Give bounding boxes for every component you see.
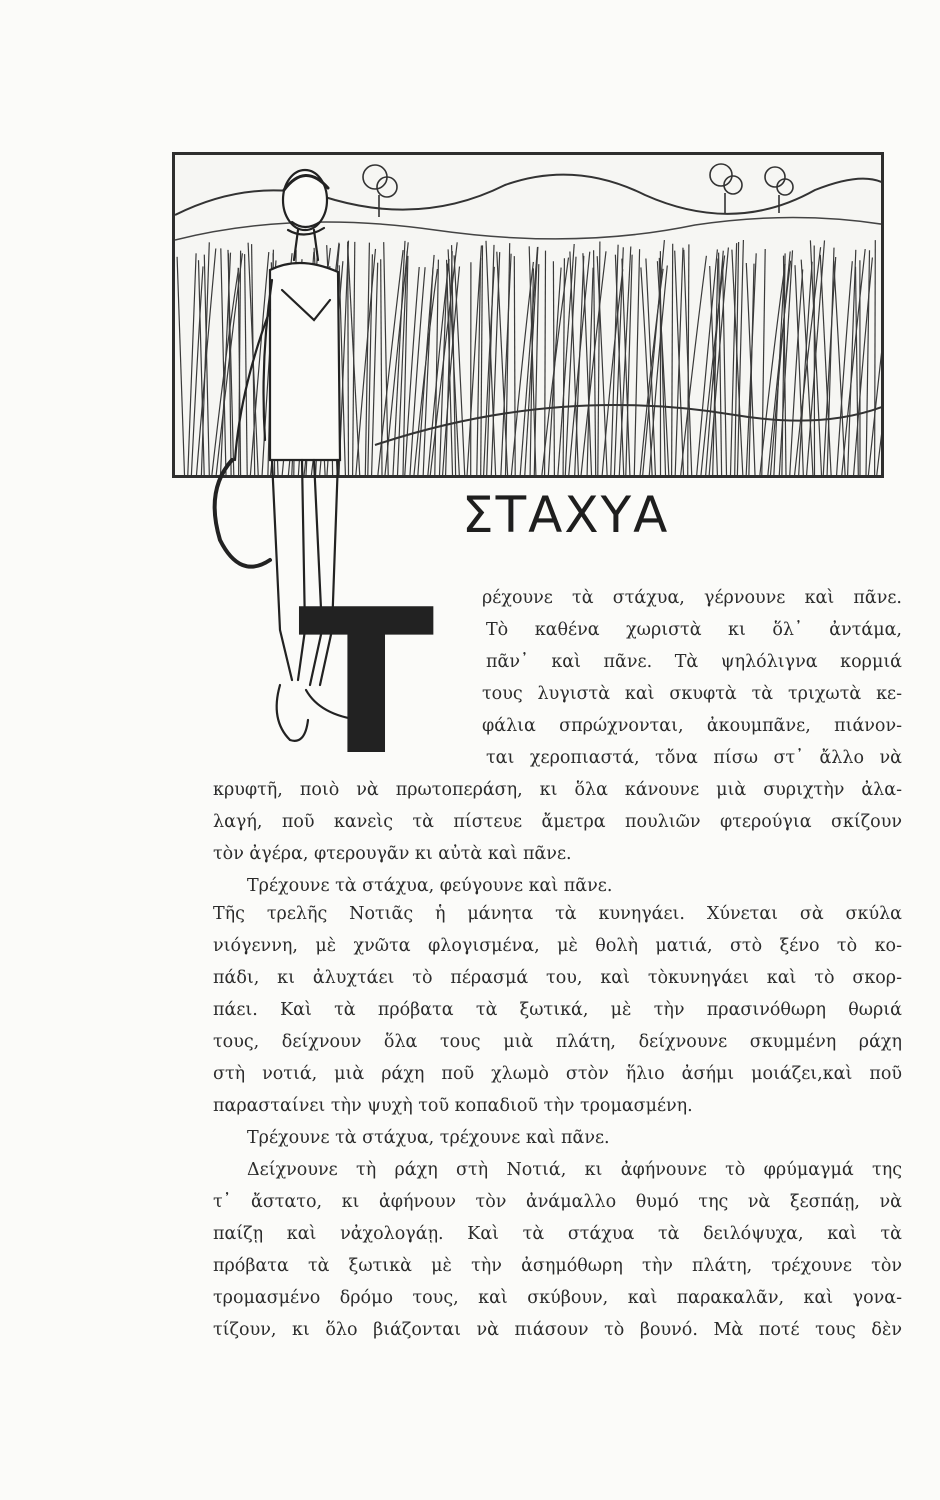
text-line: φάλια σπρώχνονται, ἀκουμπᾶνε, πιάνον- xyxy=(482,716,902,736)
wheat-stalk xyxy=(481,245,483,475)
text-line: Τρέχουνε τὰ στάχυα, φεύγουνε καὶ πᾶνε. xyxy=(247,876,613,896)
text-line: πρόβατα τὰ ξωτικὰ μὲ τὴν ἀσημόθωρη τὴν πλάτη, τρέχουνε τὸν xyxy=(213,1256,902,1276)
wheat-stalk xyxy=(771,252,791,476)
text-line: Τῆς τρελῆς Νοτιᾶς ἡ μάνητα τὰ κυνηγάει. Χύνεται σὰ σκύλα xyxy=(213,904,902,924)
text-line: τους, δείχνουν ὅλα τους μιὰ πλάτη, δείχνουνε σκυμμένη ράχη xyxy=(213,1032,902,1052)
text-line: τ᾽ ἄστατο, κι ἀφήνουν τὸν ἀνάμαλλο θυμό της νὰ ξεσπάῃ, νὰ xyxy=(213,1192,902,1212)
wheat-stalk xyxy=(454,255,465,475)
drop-cap: Τ xyxy=(298,567,435,800)
text-line: κρυφτῆ, ποιὸ νὰ πρωτοπεράση, κι ὅλα κάνουνε μιὰ συριχτὴν ἀλα- xyxy=(213,780,902,800)
text-line: τους λυγιστὰ καὶ σκυφτὰ τὰ τριχωτὰ κε- xyxy=(482,684,902,704)
text-line: τρομασμένο δρόμο τους, καὶ σκύβουν, καὶ παρακαλᾶν, καὶ γονα- xyxy=(213,1288,902,1308)
text-line: τὸν ἀγέρα, φτερουγᾶν κι αὐτὰ καὶ πᾶνε. xyxy=(213,844,572,864)
wheat-stalk xyxy=(672,244,673,475)
wheat-stalk xyxy=(848,250,856,475)
article-title: ΣΤΑΧΥΑ xyxy=(462,486,670,544)
text-line: πᾶν᾽ καὶ πᾶνε. Τὰ ψηλόλιγνα κορμιά xyxy=(486,652,902,672)
text-line: παρασταίνει τὴν ψυχὴ τοῦ κοπαδιοῦ τὴν τρομασμένη. xyxy=(213,1096,693,1116)
wheat-stalk xyxy=(634,249,639,475)
wheat-stalk xyxy=(842,249,865,475)
text-line: πάδι, κι ἀλυχτάει τὸ πέρασμά του, καὶ τὸκυνηγάει καὶ τὸ σκορ- xyxy=(213,968,902,988)
text-line: τίζουν, κι ὅλο βιάζονται νὰ πιάσουν τὸ βουνό. Μὰ ποτέ τους δὲν xyxy=(213,1320,902,1340)
wheat-stalk xyxy=(681,256,707,475)
wheat-stalk xyxy=(827,248,834,475)
text-line: Δείχνουνε τὴ ράχη στὴ Νοτιά, κι ἀφήνουνε τὸ φρύμαγμά της xyxy=(247,1160,902,1180)
text-line: στὴ νοτιά, μιὰ ράχη ποῦ χλωμὸ στὸν ἥλιο ἀσήμι μοιάζει,καὶ ποῦ xyxy=(213,1064,902,1084)
wheat-stalk xyxy=(875,240,876,475)
text-line: Τρέχουνε τὰ στάχυα, τρέχουνε καὶ πᾶνε. xyxy=(247,1128,610,1148)
wheat-stalk xyxy=(834,261,845,475)
wheat-stalk xyxy=(877,265,884,475)
wheat-stalk xyxy=(188,253,196,475)
wheat-stalk xyxy=(611,245,618,475)
wheat-stalk xyxy=(553,261,554,475)
wheat-stalk xyxy=(657,261,668,475)
text-line: λαγή, ποῦ κανεὶς τὰ πίστευε ἄμετρα πουλιῶν φτερούγια σκίζουν xyxy=(213,812,902,832)
text-line: ρέχουνε τὰ στάχυα, γέρνουνε καὶ πᾶνε. xyxy=(482,588,902,608)
text-line: παίζῃ καὶ νἀχολογάῃ. Καὶ τὰ στάχυα τὰ δειλόψυχα, καὶ τὰ xyxy=(213,1224,902,1244)
wheat-stalk xyxy=(810,240,821,475)
wheat-stalk xyxy=(177,257,184,475)
wheat-stalk xyxy=(594,250,596,475)
text-line: ται χεροπιαστά, τὄνα πίσω στ᾽ ἄλλο νὰ xyxy=(486,748,902,768)
wheat-stalk xyxy=(868,249,884,475)
wheat-stalk xyxy=(563,258,564,475)
text-line: πάει. Καὶ τὰ πρόβατα τὰ ξωτικά, μὲ τὴν πρασινόθωρη θωριά xyxy=(213,1000,902,1020)
text-line: Τὸ καθένα χωριστὰ κι ὅλ᾽ ἀντάμα, xyxy=(486,620,902,640)
text-line: νιόγεννη, μὲ χνῶτα φλογισμένα, μὲ θολὴ ματιά, στὸ ξένο τὸ κο- xyxy=(213,936,902,956)
wheat-stalk xyxy=(801,260,813,475)
wheat-stalk xyxy=(866,250,870,475)
wheat-stalk xyxy=(575,256,584,475)
